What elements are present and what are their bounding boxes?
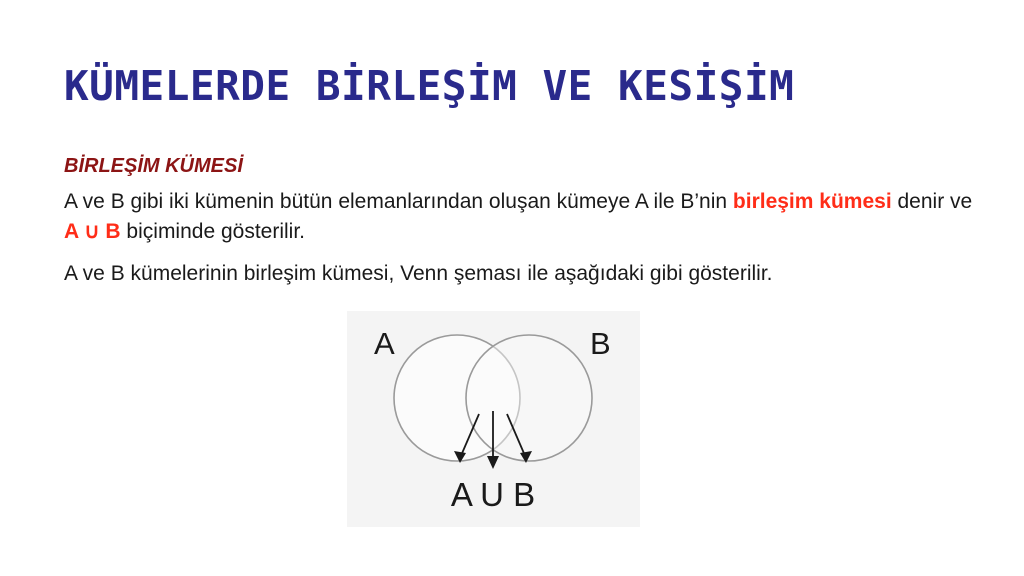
- definition-highlight-union-set: birleşim kümesi: [732, 190, 892, 213]
- section-subheading: BİRLEŞİM KÜMESİ: [64, 155, 243, 177]
- set-b-label: B: [590, 326, 611, 361]
- definition-text-part1: A ve B gibi iki kümenin bütün elemanlarından oluşan kümeye A ile B’nin: [64, 190, 733, 213]
- paragraph-venn-intro: A ve B kümelerinin birleşim kümesi, Venn şeması ile aşağıdaki gibi gösterilir.: [64, 261, 773, 285]
- diagram-caption: A U B: [450, 476, 536, 513]
- venn-diagram: [347, 311, 640, 527]
- set-b-circle: [466, 335, 592, 461]
- union-notation: A ∪ B: [64, 219, 121, 243]
- set-a-label: A: [374, 326, 395, 361]
- body-content: [64, 155, 974, 288]
- paragraph-definition: [64, 187, 974, 247]
- page-title: KÜMELERDE BİRLEŞİM VE KESİŞİM: [64, 62, 795, 110]
- venn-diagram-svg: [347, 311, 640, 527]
- definition-text-part2: denir ve: [891, 190, 973, 213]
- definition-text-part3: biçiminde gösterilir.: [120, 219, 305, 243]
